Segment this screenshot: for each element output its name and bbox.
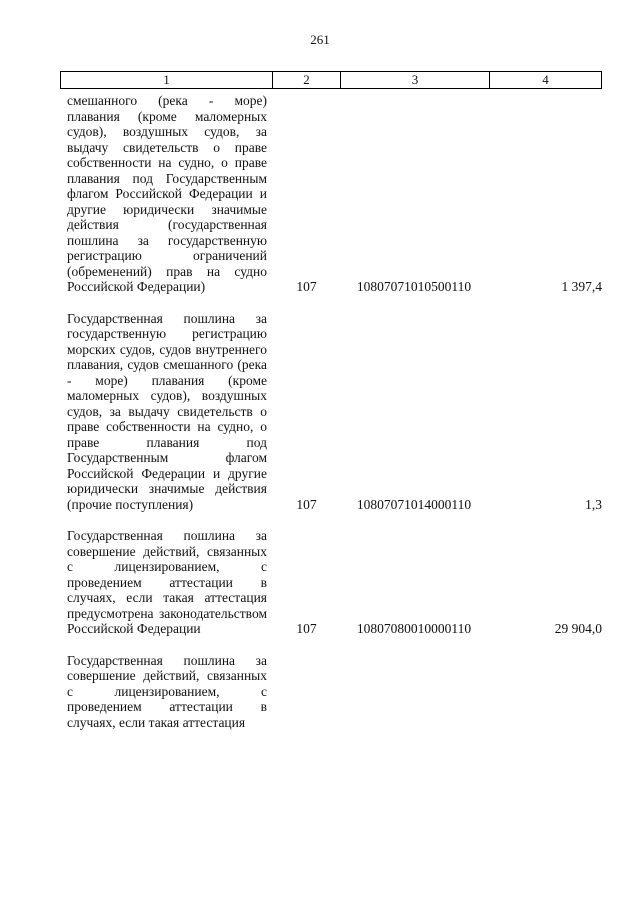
row-admin-code: 107 — [296, 496, 317, 512]
row-amount: 1 397,4 — [561, 279, 602, 294]
header-col-4: 4 — [542, 72, 549, 87]
table-row — [0, 93, 640, 295]
table-row — [0, 311, 640, 513]
row-description: Государственная пошлина за государственную регистрацию морских судов, судов внутреннего плавания, судов смешанного (река - море) плавания (кроме маломерных судов), воздушных судов, за выдачу свидетельств о праве собственности на судно, о праве плавания под Государственным флагом Российской Федерации и другие юридически значимые действия (прочие поступления) — [67, 310, 267, 512]
row-description: Государственная пошлина за совершение действий, связанных с лицензированием, с проведением аттестации в случаях, если такая аттестация предусмотрена законодательством Российской Федерации — [67, 528, 267, 636]
row-description: Государственная пошлина за совершение действий, связанных с лицензированием, с проведением аттестации в случаях, если такая аттестация — [67, 652, 267, 730]
table-body — [0, 93, 640, 746]
row-amount: 1,3 — [585, 496, 602, 512]
row-admin-code: 107 — [296, 621, 317, 636]
header-col-2: 2 — [273, 72, 341, 88]
page-number: 261 — [310, 32, 330, 47]
header-col-1: 1 — [61, 72, 273, 88]
row-budget-code: 10807071010500110 — [356, 279, 472, 294]
row-amount: 29 904,0 — [554, 621, 602, 636]
row-admin-code: 107 — [296, 279, 317, 294]
table-header — [60, 71, 602, 89]
header-col-3: 3 — [341, 72, 490, 88]
table-row — [0, 653, 640, 731]
row-budget-code: 10807071014000110 — [356, 496, 472, 512]
row-description: смешанного (река - море) плавания (кроме маломерных судов), воздушных судов, за выдачу свидетельств о праве собственности на судно, о праве плавания под Государственным флагом Российской Федерации и другие юридически значимые действия (государственная пошлина за государственную регистрацию ограничений (обременений) прав на судно Российской Федерации) — [67, 93, 267, 294]
row-budget-code: 10807080010000110 — [356, 621, 472, 636]
table-row — [0, 528, 640, 637]
